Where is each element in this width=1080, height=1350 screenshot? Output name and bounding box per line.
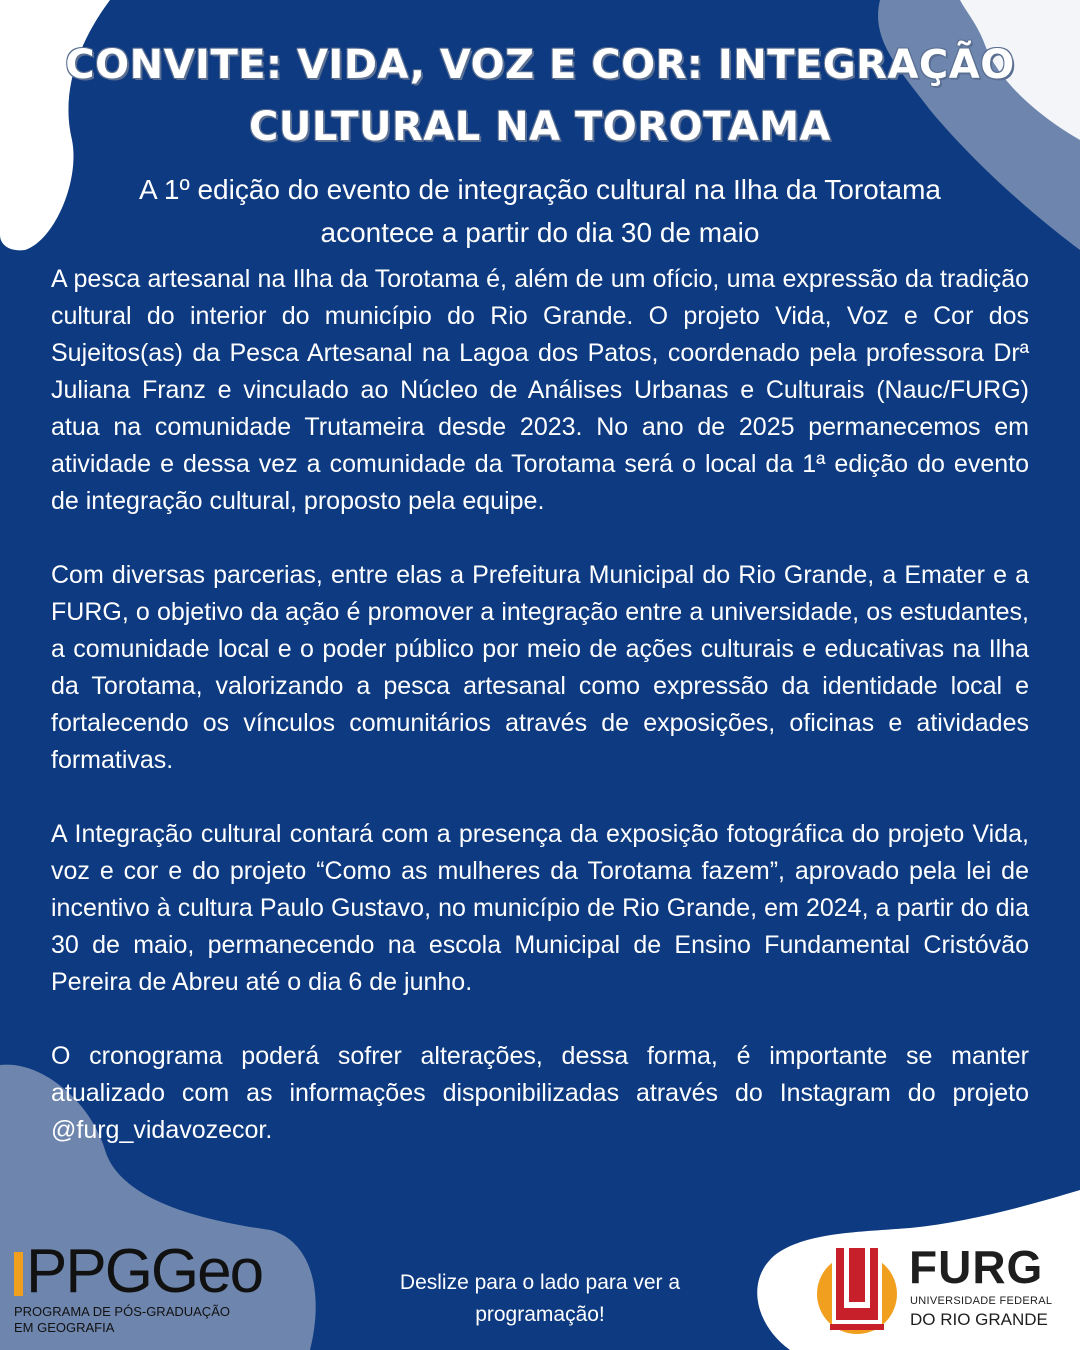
body-paragraph: O cronograma poderá sofrer alterações, dessa forma, é importante se manter atualizado com as informações disponibilizadas através do Instagram do projeto @furg_vidavozecor. (51, 1042, 1029, 1144)
body-paragraph: Com diversas parcerias, entre elas a Prefeitura Municipal do Rio Grande, a Emater e a FURG, o objetivo da ação é promover a integração entre a universidade, os estudantes, a comunidade local e o poder público por meio de ações culturais e educativas na Ilha da Torotama, valorizando a pesca artesanal como expressão da identidade local e fortalecendo os vínculos comunitários através de exposições, oficinas e atividades formativas. (51, 561, 1029, 774)
body-paragraph: A pesca artesanal na Ilha da Torotama é, além de um ofício, uma expressão da tradição cultural do interior do município do Rio Grande. O projeto Vida, Voz e Cor dos Sujeitos(as) da Pesca Artesanal na Lagoa dos Patos, coordenado pela professora Drª Juliana Franz e vinculado ao Núcleo de Análises Urbanas e Culturais (Nauc/FURG) atua na comunidade Trutameira desde 2023. No ano de 2025 permanecemos em atividade e dessa vez a comunidade da Torotama será o local da 1ª edição do evento de integração cultural, proposto pela equipe. (51, 265, 1029, 515)
furg-logo (812, 1240, 1062, 1340)
ppggeo-name: PPGGeo (26, 1237, 263, 1306)
swipe-hint: Deslize para o lado para ver a programação! (399, 1271, 681, 1326)
ppggeo-subtitle: PROGRAMA DE PÓS-GRADUAÇÃO EM GEOGRAFIA (14, 1304, 230, 1335)
ppggeo-wordmark (14, 1237, 314, 1306)
furg-emblem-icon (812, 1240, 902, 1340)
ppggeo-accent-bar (14, 1252, 23, 1296)
furg-subtitle-line2: DO RIO GRANDE (910, 1310, 1048, 1329)
body-paragraph: A Integração cultural contará com a presença da exposição fotográfica do projeto Vida, voz e cor e do projeto “Como as mulheres da Torotama fazem”, aprovado pela lei de incentivo à cultura Paulo Gustavo, no município de Rio Grande, em 2024, a partir do dia 30 de maio, permanecendo na escola Municipal de Ensino Fundamental Cristóvão Pereira de Abreu até o dia 6 de junho. (51, 820, 1029, 996)
furg-name: FURG (909, 1241, 1044, 1293)
page-title: CONVITE: VIDA, VOZ E COR: INTEGRAÇÃO CULTURAL NA TOROTAMA (65, 42, 1015, 150)
ppggeo-logo (14, 1237, 314, 1336)
furg-subtitle-line1: UNIVERSIDADE FEDERAL (910, 1295, 1053, 1307)
page-subtitle: A 1º edição do evento de integração cultural na Ilha da Torotama acontece a partir do dia 30 de maio (138, 174, 942, 248)
body-text (51, 261, 1029, 1186)
